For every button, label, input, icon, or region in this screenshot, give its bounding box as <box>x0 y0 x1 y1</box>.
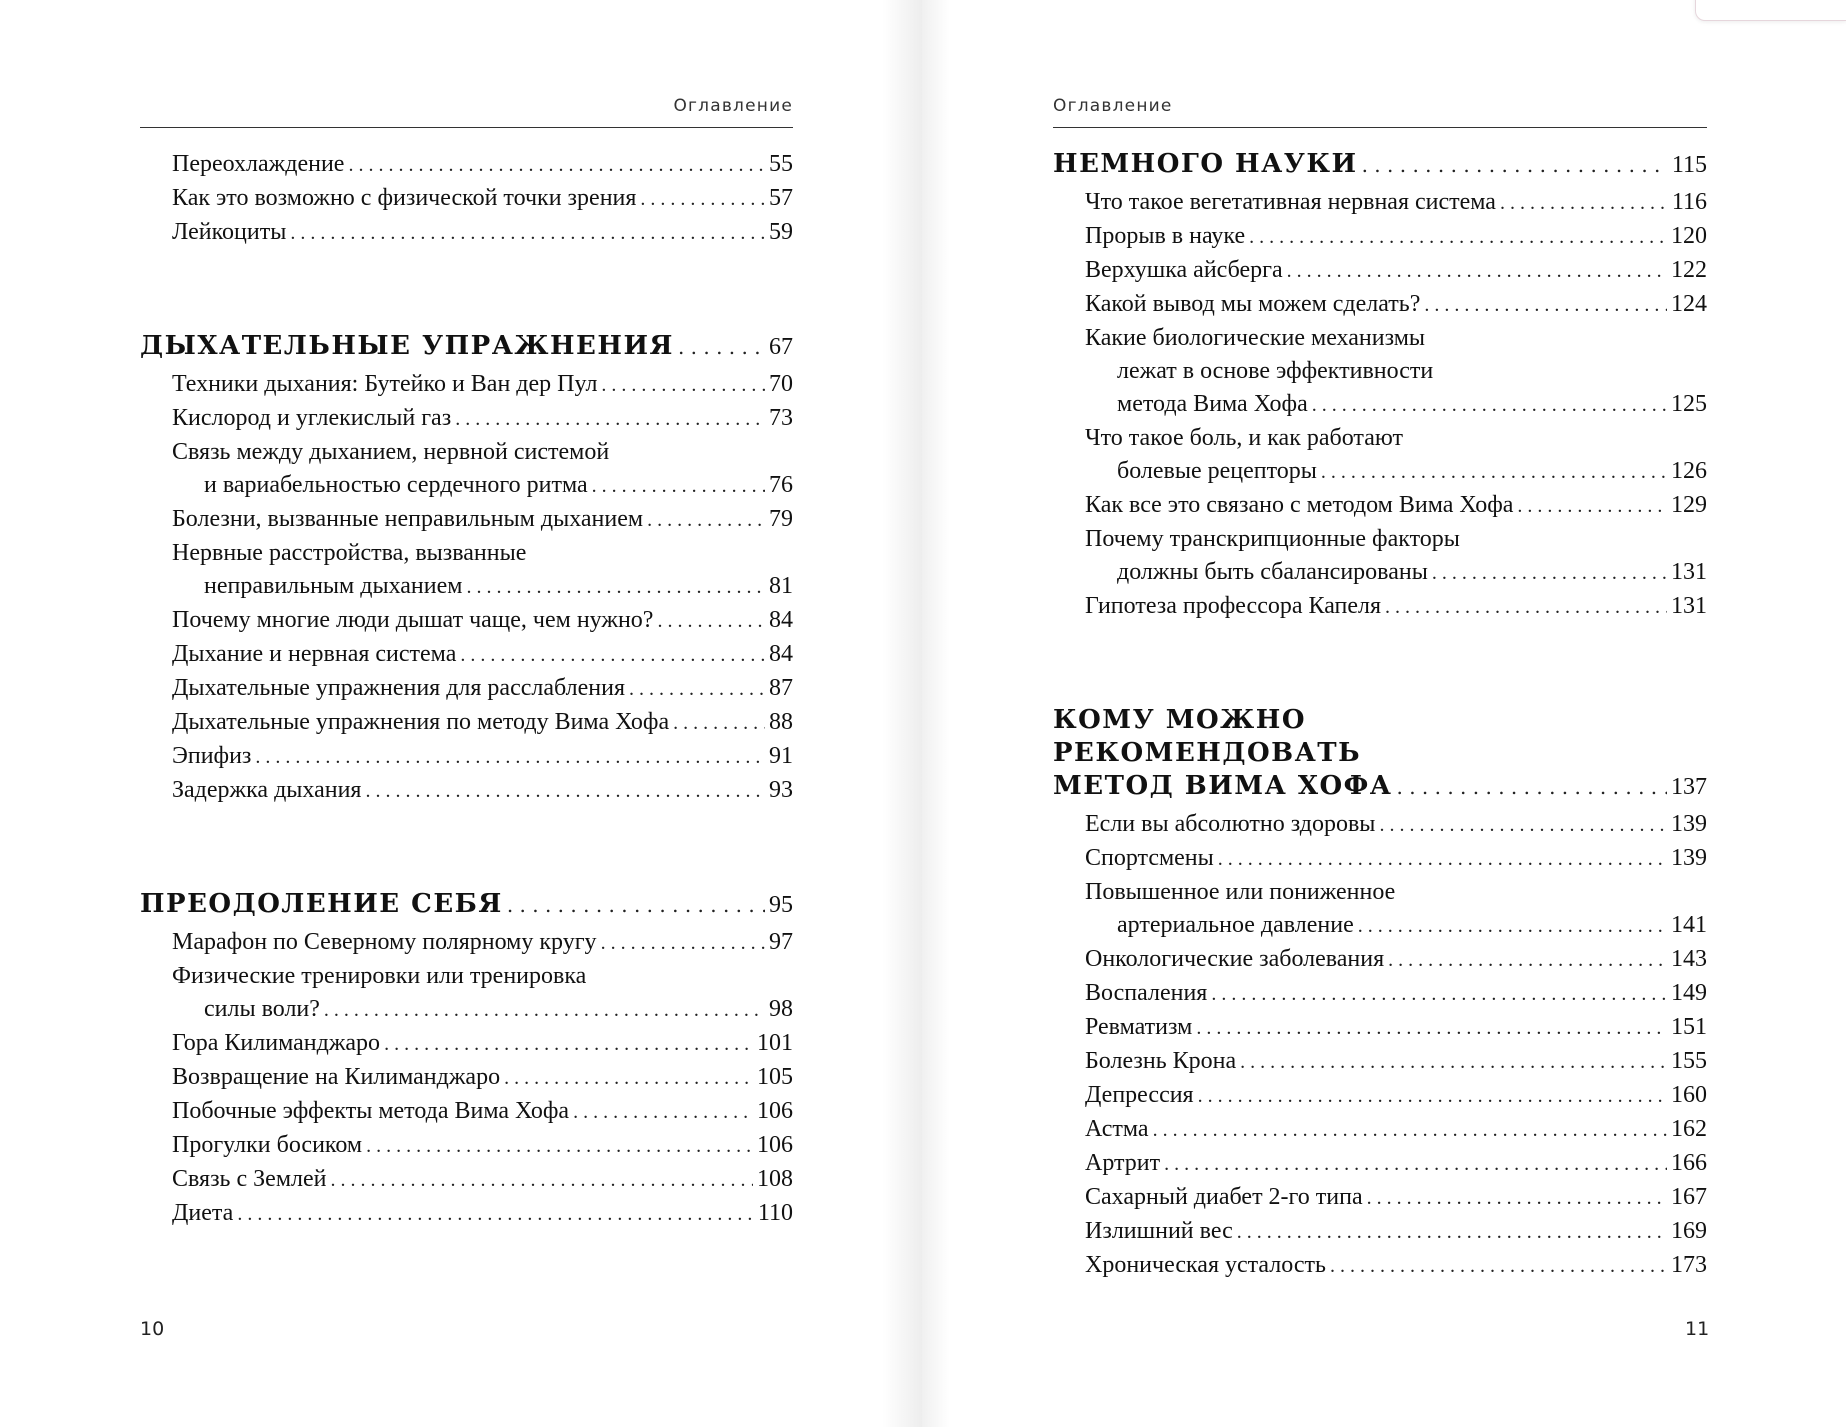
toc-entry-title-line: лежат в основе эффективности <box>1117 358 1434 384</box>
toc-entry[interactable] <box>1053 1215 1707 1249</box>
toc-entry[interactable] <box>1053 288 1707 322</box>
toc-entry-title: Эпифиз <box>172 743 252 769</box>
toc-entry-title: МЕТОД ВИМА ХОФА <box>1053 771 1393 801</box>
section-gap <box>1053 624 1707 704</box>
toc-entry-title: Артрит <box>1085 1150 1161 1176</box>
toc-entry-title: и вариабельностью сердечного ритма <box>204 472 588 498</box>
toc-page-number: 81 <box>769 573 793 599</box>
section-gap <box>140 808 793 888</box>
toc-entry-title: Спортсмены <box>1085 845 1214 871</box>
toc-entry-title: Болезнь Крона <box>1085 1048 1237 1074</box>
dot-leader <box>1388 944 1667 977</box>
dot-leader <box>507 889 765 922</box>
toc-entry-title-line: Повышенное или пониженное <box>1085 879 1396 905</box>
toc-page-number: 67 <box>769 334 793 360</box>
toc-page-number: 84 <box>769 607 793 633</box>
toc-entry-title-line: Связь между дыханием, нервной системой <box>172 439 610 465</box>
toc-entry-title: Как это возможно с физической точки зрения <box>172 185 637 211</box>
toc-entry-title: Дыхание и нервная система <box>172 641 457 667</box>
dot-leader <box>1385 591 1667 624</box>
toc-page-number: 126 <box>1671 458 1707 484</box>
toc-page-number: 120 <box>1671 223 1707 249</box>
toc-entry-title-line: Почему транскрипционные факторы <box>1085 526 1460 552</box>
dot-leader <box>1237 1216 1667 1249</box>
toc-page-number: 115 <box>1671 152 1707 178</box>
section-gap <box>140 250 793 330</box>
dot-leader <box>1164 1148 1667 1181</box>
dot-leader <box>1198 1080 1667 1113</box>
toc-entry[interactable] <box>1053 523 1707 590</box>
dot-leader <box>1218 843 1667 876</box>
toc-page-number: 129 <box>1671 492 1707 518</box>
toc-entry-title: Какой вывод мы можем сделать? <box>1085 291 1421 317</box>
dot-leader <box>1153 1114 1667 1147</box>
toc-entry[interactable] <box>1053 489 1707 523</box>
dot-leader <box>1379 809 1667 842</box>
running-head: Оглавление <box>1053 96 1173 116</box>
toc-page-number: 122 <box>1671 257 1707 283</box>
toc-page-number: 55 <box>769 151 793 177</box>
toc-entry-title: Болезни, вызванные неправильным дыханием <box>172 506 644 532</box>
toc-entry-title: Гипотеза профессора Капеля <box>1085 593 1382 619</box>
toc-entry[interactable] <box>140 926 793 960</box>
dot-leader <box>1312 389 1667 422</box>
dot-leader <box>366 1130 753 1163</box>
header-rule <box>140 127 793 128</box>
dot-leader <box>504 1062 753 1095</box>
table-of-contents <box>1053 148 1707 1283</box>
toc-page-number: 143 <box>1671 946 1707 972</box>
toc-entry[interactable] <box>1053 1147 1707 1181</box>
toc-entry[interactable] <box>1053 186 1707 220</box>
toc-entry-title: Переохлаждение <box>172 151 345 177</box>
toc-page-number: 149 <box>1671 980 1707 1006</box>
toc-entry-title-line: КОМУ МОЖНО <box>1053 705 1306 735</box>
toc-entry[interactable] <box>140 672 793 706</box>
dot-leader <box>1358 910 1667 943</box>
dot-leader <box>255 741 765 774</box>
toc-entry-title: Как все это связано с методом Вима Хофа <box>1085 492 1514 518</box>
toc-page-number: 98 <box>769 996 793 1022</box>
toc-entry[interactable] <box>1053 1011 1707 1045</box>
toc-page-number: 167 <box>1671 1184 1707 1210</box>
dot-leader <box>647 504 765 537</box>
toc-entry-title: Астма <box>1085 1116 1149 1142</box>
toc-page-number: 76 <box>769 472 793 498</box>
toc-entry[interactable] <box>140 960 793 1027</box>
toc-entry-title: Побочные эффекты метода Вима Хофа <box>172 1098 570 1124</box>
toc-page-number: 97 <box>769 929 793 955</box>
toc-section-heading[interactable] <box>140 330 793 364</box>
toc-page-number: 101 <box>757 1030 793 1056</box>
toc-entry-title: неправильным дыханием <box>204 573 463 599</box>
toc-entry-title: Кислород и углекислый газ <box>172 405 452 431</box>
dot-leader <box>629 673 765 706</box>
dot-leader <box>1362 149 1668 182</box>
toc-entry-title: Дыхательные упражнения для расслабления <box>172 675 625 701</box>
dot-leader <box>460 639 765 672</box>
toc-page-number: 110 <box>757 1200 793 1226</box>
toc-page-number: 59 <box>769 219 793 245</box>
running-head: Оглавление <box>673 96 793 116</box>
toc-entry-title: ДЫХАТЕЛЬНЫЕ УПРАЖНЕНИЯ <box>140 331 674 361</box>
toc-entry-title: Марафон по Северному полярному кругу <box>172 929 597 955</box>
toc-page-number: 106 <box>757 1132 793 1158</box>
toc-entry[interactable] <box>140 436 793 503</box>
toc-entry[interactable] <box>140 148 793 182</box>
gutter-shadow <box>882 0 922 1427</box>
dot-leader <box>601 369 765 402</box>
toc-page-number: 57 <box>769 185 793 211</box>
dot-leader <box>365 775 765 808</box>
toc-page-number: 124 <box>1671 291 1707 317</box>
toc-entry[interactable] <box>1053 842 1707 876</box>
toc-entry[interactable] <box>1053 1249 1707 1283</box>
toc-page-number: 169 <box>1671 1218 1707 1244</box>
dot-leader <box>384 1028 753 1061</box>
toc-entry[interactable] <box>140 537 793 604</box>
header-rule <box>1053 127 1707 128</box>
toc-page-number: 87 <box>769 675 793 701</box>
toc-entry[interactable] <box>140 503 793 537</box>
toc-entry[interactable] <box>1053 220 1707 254</box>
toc-entry[interactable] <box>140 604 793 638</box>
toc-entry-title-line: Нервные расстройства, вызванные <box>172 540 527 566</box>
toc-entry-title: Если вы абсолютно здоровы <box>1085 811 1376 837</box>
toc-entry[interactable] <box>1053 422 1707 489</box>
dot-leader <box>1367 1182 1667 1215</box>
toc-entry[interactable] <box>140 706 793 740</box>
toc-entry-title: Связь с Землей <box>172 1166 327 1192</box>
toc-entry[interactable] <box>140 1027 793 1061</box>
dot-leader <box>1196 1012 1667 1045</box>
toc-entry-title: силы воли? <box>204 996 320 1022</box>
dot-leader <box>640 183 765 216</box>
toc-entry[interactable] <box>140 638 793 672</box>
toc-entry[interactable] <box>140 216 793 250</box>
toc-entry-title: Онкологические заболевания <box>1085 946 1385 972</box>
toc-page-number: 108 <box>757 1166 793 1192</box>
dot-leader <box>1330 1250 1667 1283</box>
dot-leader <box>1424 289 1667 322</box>
toc-entry-title: Хроническая усталость <box>1085 1252 1326 1278</box>
toc-page-number: 137 <box>1671 774 1707 800</box>
page-number: 11 <box>1685 1318 1710 1340</box>
dot-leader <box>290 217 765 250</box>
toc-entry-title: Почему многие люди дышат чаще, чем нужно? <box>172 607 654 633</box>
toc-page-number: 84 <box>769 641 793 667</box>
toc-page-number: 79 <box>769 506 793 532</box>
dot-leader <box>1396 771 1667 804</box>
dot-leader <box>673 707 765 740</box>
dot-leader <box>1321 456 1667 489</box>
toc-entry-title: Возвращение на Килиманджаро <box>172 1064 501 1090</box>
toc-page-number: 151 <box>1671 1014 1707 1040</box>
toc-entry[interactable] <box>1053 590 1707 624</box>
toc-entry[interactable] <box>1053 943 1707 977</box>
left-page <box>0 0 922 1427</box>
toc-entry-title: Техники дыхания: Бутейко и Ван дер Пул <box>172 371 598 397</box>
dot-leader <box>1287 255 1667 288</box>
gutter-shadow <box>922 0 950 1427</box>
toc-entry[interactable] <box>140 182 793 216</box>
toc-page-number: 131 <box>1671 559 1707 585</box>
toc-entry-title: Прорыв в науке <box>1085 223 1246 249</box>
dot-leader <box>1249 221 1667 254</box>
toc-page-number: 160 <box>1671 1082 1707 1108</box>
toc-entry-title: Ревматизм <box>1085 1014 1193 1040</box>
toc-entry-title: ПРЕОДОЛЕНИЕ СЕБЯ <box>140 889 503 919</box>
table-of-contents <box>140 148 793 1231</box>
toc-entry[interactable] <box>1053 876 1707 943</box>
toc-entry-title-line: Физические тренировки или тренировка <box>172 963 587 989</box>
toc-section-heading[interactable] <box>1053 148 1707 182</box>
toc-page-number: 93 <box>769 777 793 803</box>
toc-entry-title: Излишний вес <box>1085 1218 1233 1244</box>
toc-entry-title: Воспаления <box>1085 980 1208 1006</box>
toc-entry-title: Что такое вегетативная нервная система <box>1085 189 1496 215</box>
toc-page-number: 139 <box>1671 811 1707 837</box>
toc-section-heading[interactable] <box>140 888 793 922</box>
toc-entry-title: болевые рецепторы <box>1117 458 1317 484</box>
page-number: 10 <box>140 1318 165 1340</box>
toc-page-number: 131 <box>1671 593 1707 619</box>
toc-entry-title: Лейкоциты <box>172 219 287 245</box>
toc-entry-title-line: РЕКОМЕНДОВАТЬ <box>1053 738 1362 768</box>
dot-leader <box>348 149 765 182</box>
toc-page-number: 105 <box>757 1064 793 1090</box>
toc-entry[interactable] <box>140 1129 793 1163</box>
toc-entry[interactable] <box>140 1163 793 1197</box>
right-page <box>922 0 1846 1427</box>
toc-entry[interactable] <box>1053 1079 1707 1113</box>
toc-page-number: 95 <box>769 892 793 918</box>
toc-entry-title: Верхушка айсберга <box>1085 257 1283 283</box>
toc-entry-title: Депрессия <box>1085 1082 1194 1108</box>
dot-leader <box>324 994 765 1027</box>
toc-entry-title: НЕМНОГО НАУКИ <box>1053 149 1358 179</box>
toc-section-heading[interactable] <box>1053 704 1707 804</box>
dot-leader <box>1517 490 1667 523</box>
dot-leader <box>1500 187 1668 220</box>
toc-page-number: 116 <box>1671 189 1707 215</box>
toc-page-number: 91 <box>769 743 793 769</box>
toc-entry-title: Диета <box>172 1200 234 1226</box>
toc-entry-title: Сахарный диабет 2-го типа <box>1085 1184 1363 1210</box>
toc-entry[interactable] <box>140 1095 793 1129</box>
toc-entry-title: Гора Килиманджаро <box>172 1030 381 1056</box>
toc-entry[interactable] <box>140 402 793 436</box>
dot-leader <box>601 927 765 960</box>
dot-leader <box>455 403 765 436</box>
dot-leader <box>1211 978 1667 1011</box>
toc-entry[interactable] <box>1053 254 1707 288</box>
toc-entry[interactable] <box>1053 1181 1707 1215</box>
toc-entry[interactable] <box>140 368 793 402</box>
toc-page-number: 70 <box>769 371 793 397</box>
toc-page-number: 73 <box>769 405 793 431</box>
toc-entry-title: Задержка дыхания <box>172 777 362 803</box>
toc-entry-title-line: Какие биологические механизмы <box>1085 325 1426 351</box>
toc-page-number: 141 <box>1671 912 1707 938</box>
toc-entry[interactable] <box>1053 1045 1707 1079</box>
dot-leader <box>573 1096 753 1129</box>
toc-page-number: 125 <box>1671 391 1707 417</box>
toc-entry[interactable] <box>140 740 793 774</box>
toc-entry-title: артериальное давление <box>1117 912 1354 938</box>
toc-entry-title-line: Что такое боль, и как работают <box>1085 425 1403 451</box>
toc-page-number: 155 <box>1671 1048 1707 1074</box>
toc-entry[interactable] <box>1053 322 1707 422</box>
dot-leader <box>466 571 765 604</box>
toc-entry[interactable] <box>140 1061 793 1095</box>
toc-page-number: 173 <box>1671 1252 1707 1278</box>
toc-entry[interactable] <box>1053 977 1707 1011</box>
dot-leader <box>1240 1046 1667 1079</box>
toc-entry-title: должны быть сбалансированы <box>1117 559 1428 585</box>
dot-leader <box>678 331 765 364</box>
toc-page-number: 106 <box>757 1098 793 1124</box>
toc-entry-title: метода Вима Хофа <box>1117 391 1308 417</box>
toc-entry-title: Дыхательные упражнения по методу Вима Хофа <box>172 709 670 735</box>
toc-entry[interactable] <box>1053 1113 1707 1147</box>
toc-page-number: 166 <box>1671 1150 1707 1176</box>
dot-leader <box>657 605 765 638</box>
toc-page-number: 88 <box>769 709 793 735</box>
toc-entry[interactable] <box>1053 808 1707 842</box>
toc-page-number: 162 <box>1671 1116 1707 1142</box>
toc-entry-title: Прогулки босиком <box>172 1132 363 1158</box>
dot-leader <box>592 470 765 503</box>
dot-leader <box>330 1164 753 1197</box>
dot-leader <box>1432 557 1667 590</box>
dot-leader <box>237 1198 754 1231</box>
corner-tab[interactable] <box>1695 0 1846 21</box>
toc-entry[interactable] <box>140 774 793 808</box>
toc-entry[interactable] <box>140 1197 793 1231</box>
toc-page-number: 139 <box>1671 845 1707 871</box>
